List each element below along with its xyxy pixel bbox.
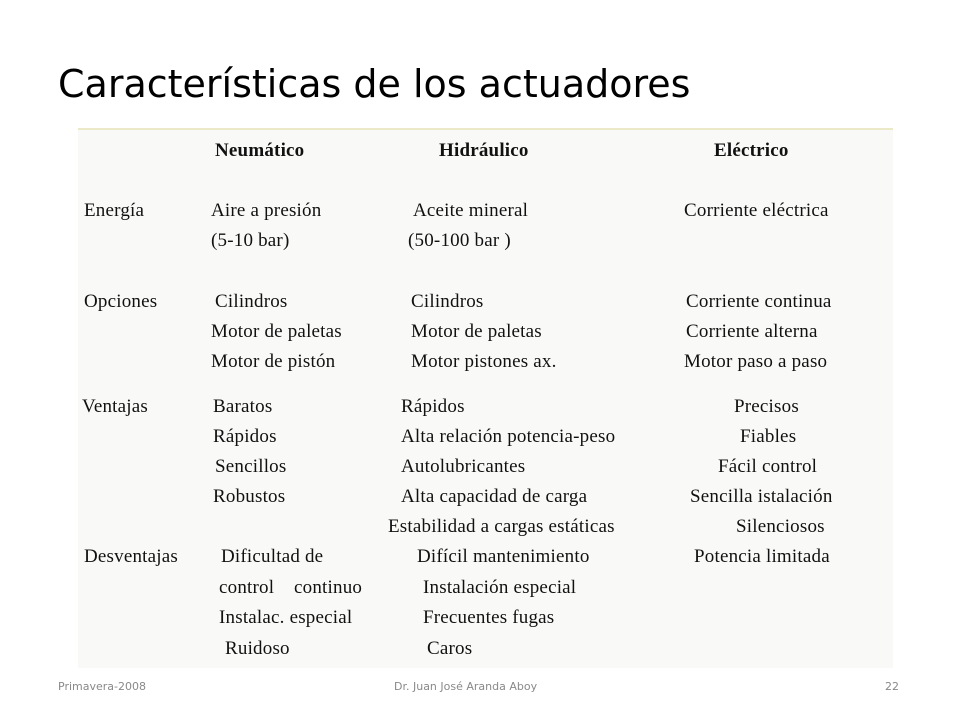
table-cell: Potencia limitada bbox=[694, 546, 830, 567]
table-cell: Cilindros bbox=[215, 291, 288, 312]
table-cell: Aceite mineral bbox=[413, 200, 529, 221]
table-cell: Sencilla istalación bbox=[690, 486, 833, 507]
table-cell: Dificultad de bbox=[221, 546, 324, 567]
table-cell: Rápidos bbox=[213, 426, 277, 447]
row-label-opciones: Opciones bbox=[84, 291, 158, 312]
table-cell: (50-100 bar ) bbox=[408, 230, 511, 251]
slide-title: Características de los actuadores bbox=[58, 62, 691, 106]
table-cell: Corriente alterna bbox=[686, 321, 818, 342]
table-cell: Rápidos bbox=[401, 396, 465, 417]
column-header-neumatico: Neumático bbox=[215, 140, 305, 161]
table-cell: Motor de paletas bbox=[211, 321, 342, 342]
slide-number: 22 bbox=[885, 680, 899, 693]
actuator-comparison-table bbox=[78, 128, 893, 668]
table-cell: Autolubricantes bbox=[401, 456, 526, 477]
table-cell: Ruidoso bbox=[225, 638, 290, 659]
footer-date: Primavera-2008 bbox=[58, 680, 146, 693]
row-label-ventajas: Ventajas bbox=[82, 396, 148, 417]
table-cell: Corriente continua bbox=[686, 291, 832, 312]
table-cell: control continuo bbox=[219, 577, 363, 598]
table-cell: Difícil mantenimiento bbox=[417, 546, 590, 567]
column-header-hidraulico: Hidráulico bbox=[439, 140, 529, 161]
table-cell: Silenciosos bbox=[736, 516, 825, 537]
row-label-energia: Energía bbox=[84, 200, 145, 221]
table-cell: Motor de paletas bbox=[411, 321, 542, 342]
table-cell: Fácil control bbox=[718, 456, 818, 477]
table-cell: Alta relación potencia-peso bbox=[401, 426, 616, 447]
column-header-electrico: Eléctrico bbox=[714, 140, 789, 161]
table-cell: Motor de pistón bbox=[211, 351, 336, 372]
table-cell: Baratos bbox=[213, 396, 273, 417]
table-cell: Caros bbox=[427, 638, 473, 659]
table-cell: Fiables bbox=[740, 426, 797, 447]
table-cell: Frecuentes fugas bbox=[423, 607, 555, 628]
table-cell: Instalac. especial bbox=[219, 607, 353, 628]
table-cell: Alta capacidad de carga bbox=[401, 486, 588, 507]
table-cell: Motor pistones ax. bbox=[411, 351, 557, 372]
row-label-desventajas: Desventajas bbox=[84, 546, 178, 567]
table-cell: Aire a presión bbox=[211, 200, 322, 221]
table-cell: Estabilidad a cargas estáticas bbox=[388, 516, 615, 537]
footer-author: Dr. Juan José Aranda Aboy bbox=[394, 680, 538, 693]
table-cell: (5-10 bar) bbox=[211, 230, 290, 251]
table-cell: Cilindros bbox=[411, 291, 484, 312]
table-cell: Robustos bbox=[213, 486, 286, 507]
table-cell: Corriente eléctrica bbox=[684, 200, 829, 221]
table-cell: Instalación especial bbox=[423, 577, 577, 598]
table-cell: Sencillos bbox=[215, 456, 287, 477]
table-cell: Precisos bbox=[734, 396, 799, 417]
table-cell: Motor paso a paso bbox=[684, 351, 828, 372]
